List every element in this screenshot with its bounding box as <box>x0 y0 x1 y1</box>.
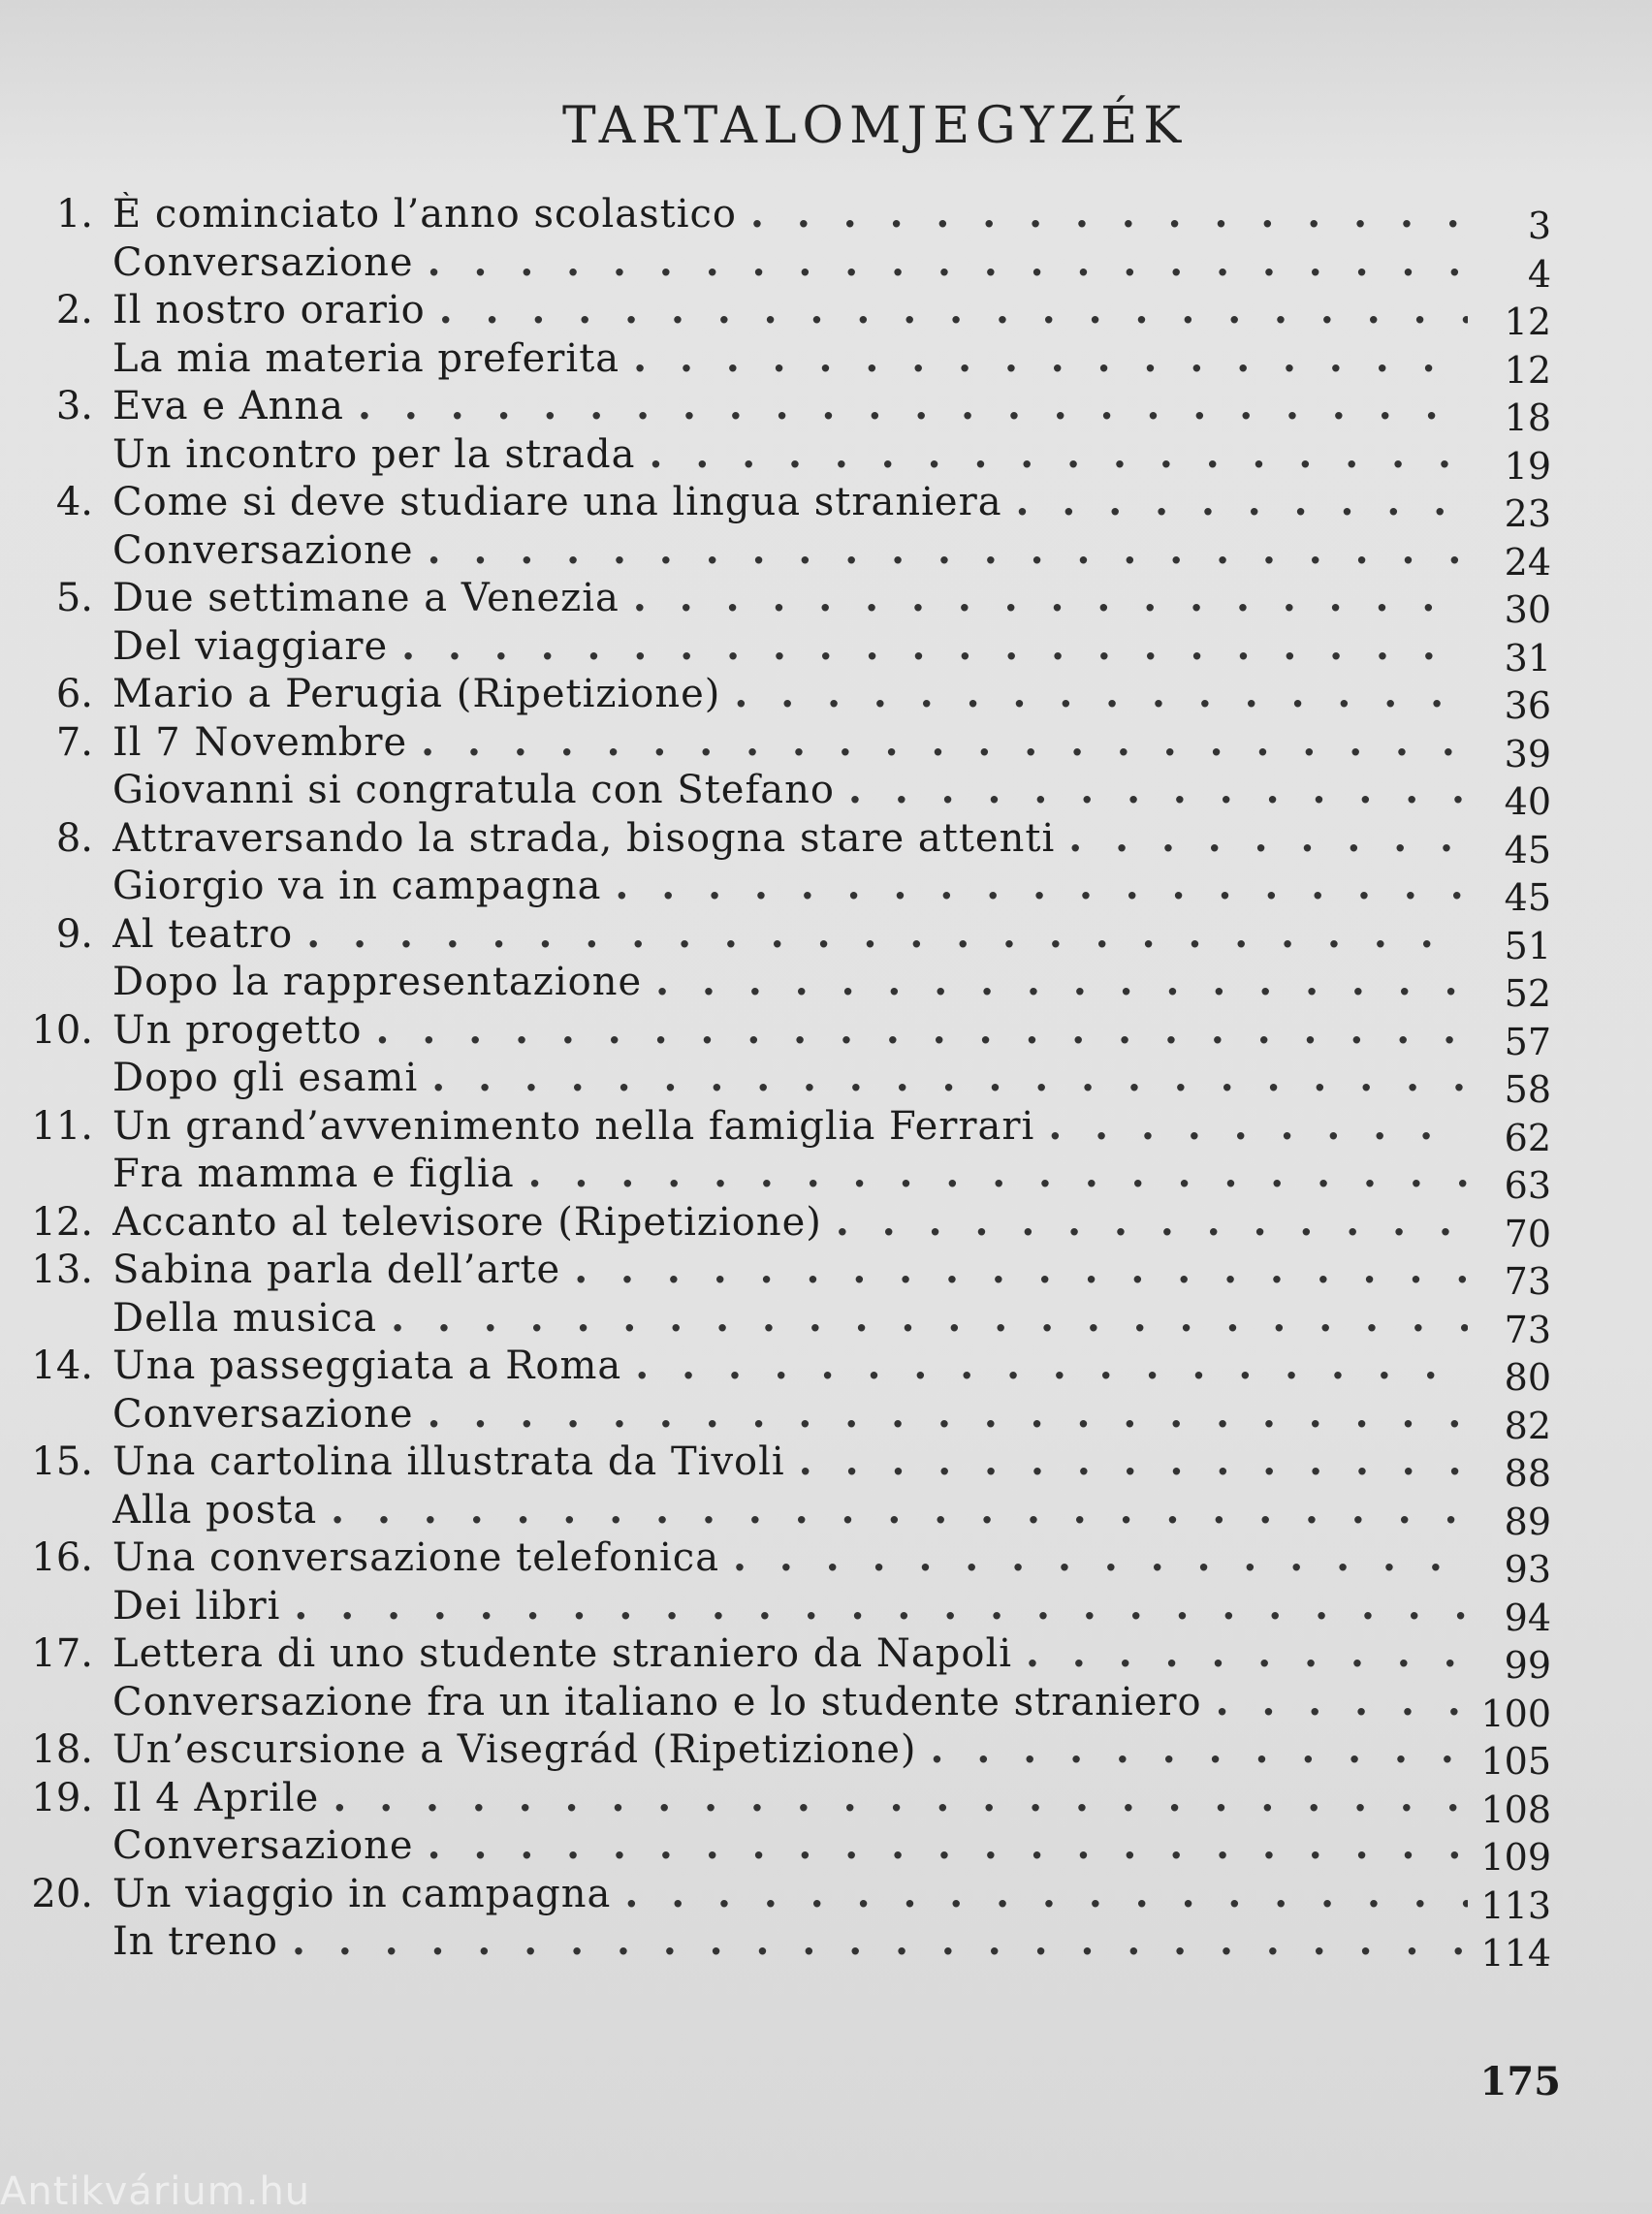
entry-title: In treno <box>112 1919 278 1964</box>
toc-entry <box>0 768 1652 823</box>
dot-leader <box>734 672 1468 716</box>
dot-leader <box>331 1488 1468 1533</box>
entry-line <box>112 288 1468 332</box>
toc-entry <box>0 192 1652 247</box>
entry-title: Fra mamma e figlia <box>112 1152 515 1196</box>
page-reference: 114 <box>1480 1932 1551 1975</box>
entry-title: Un’escursione a Visegrád (Ripetizione) <box>112 1727 917 1772</box>
toc-entry <box>0 815 1652 871</box>
entry-line <box>112 480 1468 524</box>
page-reference: 63 <box>1504 1164 1551 1207</box>
dot-leader <box>391 1296 1468 1341</box>
dot-leader <box>733 1535 1468 1580</box>
toc-entry <box>0 1727 1652 1783</box>
dot-leader <box>428 1823 1468 1868</box>
entry-line <box>112 864 1468 908</box>
entry-line <box>112 624 1468 669</box>
entry-line <box>112 1488 1468 1533</box>
dot-leader <box>649 432 1468 477</box>
page-reference: 3 <box>1527 205 1551 247</box>
dot-leader <box>574 1248 1468 1292</box>
dot-leader <box>439 288 1468 332</box>
entry-line <box>112 912 1468 957</box>
dot-leader <box>799 1439 1468 1484</box>
toc-entry <box>0 864 1652 919</box>
dot-leader <box>421 720 1468 765</box>
dot-leader <box>633 576 1468 620</box>
entry-title: Giovanni si congratula con Stefano <box>112 768 835 812</box>
entry-line <box>112 1631 1468 1676</box>
entry-line <box>112 1727 1468 1772</box>
dot-leader <box>428 528 1468 573</box>
page-reference: 109 <box>1480 1836 1551 1879</box>
toc-entry <box>0 1679 1652 1735</box>
dot-leader <box>358 384 1468 428</box>
page-reference: 73 <box>1504 1308 1551 1351</box>
entry-line <box>112 768 1468 812</box>
page-reference: 45 <box>1504 828 1551 871</box>
chapter-number: 4. <box>55 480 93 524</box>
toc-entry <box>0 1823 1652 1879</box>
chapter-number: 8. <box>55 815 93 861</box>
toc-entry <box>0 480 1652 535</box>
entry-line <box>112 336 1468 381</box>
chapter-number: 18. <box>31 1727 93 1772</box>
entry-title: Accanto al televisore (Ripetizione) <box>112 1199 822 1245</box>
chapter-number: 20. <box>31 1871 93 1916</box>
chapter-number: 13. <box>31 1248 93 1292</box>
toc-entry <box>0 1631 1652 1687</box>
chapter-number: 10. <box>31 1007 93 1053</box>
entry-line <box>112 1919 1468 1964</box>
page-reference: 30 <box>1504 588 1551 631</box>
toc-entry <box>0 1056 1652 1111</box>
page-reference: 99 <box>1504 1644 1551 1687</box>
page-reference: 93 <box>1504 1548 1551 1591</box>
chapter-number: 7. <box>55 719 93 765</box>
entry-line <box>112 960 1468 1004</box>
entry-title: Del viaggiare <box>112 623 389 669</box>
page-reference: 100 <box>1480 1692 1551 1735</box>
entry-line <box>112 192 1468 237</box>
entry-title: Un grand’avvenimento nella famiglia Ferrari <box>112 1103 1035 1149</box>
entry-line <box>112 1104 1468 1149</box>
toc-entry <box>0 1871 1652 1927</box>
toc-entry <box>0 1439 1652 1495</box>
toc-entry <box>0 1007 1652 1063</box>
chapter-number: 19. <box>31 1775 93 1820</box>
toc-entry <box>0 1775 1652 1831</box>
page-reference: 82 <box>1504 1404 1551 1447</box>
entry-line <box>112 1535 1468 1580</box>
entry-title: Giorgio va in campagna <box>112 864 602 908</box>
dot-leader <box>1068 816 1468 861</box>
entry-line <box>112 1872 1468 1916</box>
entry-title: Come si deve studiare una lingua straniera <box>112 480 1002 524</box>
page-number: 175 <box>1479 2059 1561 2104</box>
dot-leader <box>836 1200 1468 1245</box>
page-reference: 57 <box>1504 1020 1551 1063</box>
page-reference: 51 <box>1504 924 1551 967</box>
entry-line <box>112 1296 1468 1341</box>
toc-entry <box>0 1919 1652 1975</box>
entry-line <box>112 1008 1468 1053</box>
chapter-number: 15. <box>31 1439 93 1484</box>
entry-title: Un progetto <box>112 1007 363 1053</box>
page-reference: 12 <box>1504 348 1551 392</box>
entry-line <box>112 1439 1468 1484</box>
page-reference: 58 <box>1504 1068 1551 1111</box>
entry-line <box>112 1344 1468 1388</box>
page-reference: 23 <box>1504 492 1551 535</box>
dot-leader <box>624 1872 1468 1916</box>
toc-entry <box>0 1535 1652 1591</box>
watermark: Antikvárium.hu <box>0 2169 311 2214</box>
page-reference: 31 <box>1504 636 1551 680</box>
chapter-number: 9. <box>55 911 93 957</box>
toc-entry <box>0 911 1652 967</box>
entry-title: Una passeggiata a Roma <box>112 1344 622 1388</box>
dot-leader <box>615 864 1468 908</box>
page-reference: 70 <box>1504 1212 1551 1255</box>
entry-line <box>112 432 1468 477</box>
chapter-number: 5. <box>55 576 93 620</box>
toc-entry <box>0 527 1652 584</box>
entry-title: Due settimane a Venezia <box>112 576 620 620</box>
entry-title: Sabina parla dell’arte <box>112 1248 561 1292</box>
dot-leader <box>1026 1631 1468 1676</box>
toc-entry <box>0 288 1652 343</box>
page-reference: 12 <box>1504 300 1551 343</box>
dot-leader <box>635 1344 1468 1388</box>
chapter-number: 2. <box>55 288 93 332</box>
entry-title: Attraversando la strada, bisogna stare attenti <box>112 815 1056 861</box>
entry-title: Al teatro <box>112 911 294 957</box>
chapter-number: 12. <box>31 1199 93 1245</box>
dot-leader <box>528 1152 1468 1196</box>
entry-line <box>112 672 1468 716</box>
entry-title: Una conversazione telefonica <box>112 1535 720 1580</box>
toc-entry <box>0 1103 1652 1159</box>
dot-leader <box>431 1056 1468 1100</box>
entry-line <box>112 816 1468 861</box>
page-reference: 52 <box>1504 972 1551 1015</box>
page-reference: 19 <box>1504 444 1551 488</box>
entry-line <box>112 1248 1468 1292</box>
page-reference: 108 <box>1480 1787 1551 1831</box>
entry-line <box>112 384 1468 428</box>
entry-title: Conversazione fra un italiano e lo studente straniero <box>112 1679 1202 1724</box>
toc-entry <box>0 1391 1652 1447</box>
toc-entry <box>0 1344 1652 1399</box>
toc-entry <box>0 1152 1652 1207</box>
page-reference: 89 <box>1504 1500 1551 1543</box>
entry-title: Dopo la rappresentazione <box>112 960 643 1004</box>
dot-leader <box>428 240 1468 285</box>
entry-title: Il nostro orario <box>112 288 426 332</box>
entry-title: Conversazione <box>112 239 414 285</box>
entry-title: Alla posta <box>112 1487 318 1533</box>
entry-title: Un incontro per la strada <box>112 431 636 477</box>
page-title: TARTALOMJEGYZÉK <box>561 97 1188 155</box>
entry-line <box>112 1392 1468 1437</box>
toc-entry <box>0 1199 1652 1255</box>
toc-entry <box>0 239 1652 296</box>
entry-line <box>112 528 1468 573</box>
entry-line <box>112 1152 1468 1196</box>
entry-title: Della musica <box>112 1295 378 1341</box>
chapter-number: 1. <box>55 192 93 237</box>
entry-title: Lettera di uno studente straniero da Napoli <box>112 1631 1013 1676</box>
entry-title: Mario a Perugia (Ripetizione) <box>112 672 721 716</box>
page-reference: 40 <box>1504 780 1551 823</box>
entry-title: Eva e Anna <box>112 384 345 428</box>
toc-entry <box>0 384 1652 439</box>
entry-title: Il 4 Aprile <box>112 1775 320 1820</box>
dot-leader <box>294 1584 1468 1629</box>
toc-entry <box>0 1487 1652 1543</box>
page-reference: 62 <box>1504 1116 1551 1159</box>
page-reference: 105 <box>1480 1740 1551 1783</box>
entry-line <box>112 1584 1468 1629</box>
entry-title: Dei libri <box>112 1583 281 1629</box>
page-reference: 36 <box>1504 684 1551 727</box>
dot-leader <box>931 1727 1468 1772</box>
entry-title: La mia materia preferita <box>112 335 620 381</box>
dot-leader <box>655 960 1468 1004</box>
entry-title: Conversazione <box>112 1391 414 1437</box>
toc-entry <box>0 719 1652 775</box>
entry-title: Conversazione <box>112 1823 414 1868</box>
dot-leader <box>633 336 1468 381</box>
entry-line <box>112 1200 1468 1245</box>
entry-line <box>112 1776 1468 1820</box>
chapter-number: 17. <box>31 1631 93 1676</box>
toc-entry <box>0 335 1652 392</box>
toc-entry <box>0 1248 1652 1303</box>
dot-leader <box>1016 480 1468 524</box>
entry-title: Un viaggio in campagna <box>112 1871 612 1916</box>
page-reference: 73 <box>1504 1260 1551 1303</box>
entry-line <box>112 1823 1468 1868</box>
dot-leader <box>306 912 1468 957</box>
chapter-number: 14. <box>31 1344 93 1388</box>
dot-leader <box>750 192 1468 237</box>
entry-line <box>112 576 1468 620</box>
toc-entry <box>0 1583 1652 1639</box>
dot-leader <box>333 1776 1468 1820</box>
page-reference: 45 <box>1504 876 1551 919</box>
dot-leader <box>1048 1104 1468 1149</box>
chapter-number: 16. <box>31 1535 93 1580</box>
chapter-number: 6. <box>55 672 93 716</box>
toc-entry <box>0 431 1652 488</box>
entry-title: Una cartolina illustrata da Tivoli <box>112 1439 785 1484</box>
page-reference: 113 <box>1480 1883 1551 1927</box>
dot-leader <box>428 1392 1468 1437</box>
page-reference: 4 <box>1527 252 1551 296</box>
chapter-number: 11. <box>31 1103 93 1149</box>
entry-line <box>112 1056 1468 1100</box>
page-reference: 24 <box>1504 540 1551 584</box>
entry-line <box>112 1680 1468 1724</box>
entry-line <box>112 720 1468 765</box>
dot-leader <box>376 1008 1468 1053</box>
entry-title: Conversazione <box>112 527 414 573</box>
chapter-number: 3. <box>55 384 93 428</box>
toc-entry <box>0 576 1652 631</box>
entry-title: Il 7 Novembre <box>112 719 408 765</box>
entry-title: È cominciato l’anno scolastico <box>112 192 738 237</box>
toc-entry <box>0 1295 1652 1351</box>
page-reference: 18 <box>1504 396 1551 439</box>
page-reference: 39 <box>1504 732 1551 775</box>
dot-leader <box>292 1919 1468 1964</box>
entry-line <box>112 240 1468 285</box>
toc-entry <box>0 672 1652 727</box>
toc-entry <box>0 623 1652 680</box>
entry-title: Dopo gli esami <box>112 1056 419 1100</box>
dot-leader <box>401 624 1468 669</box>
toc-entry <box>0 960 1652 1015</box>
page-reference: 88 <box>1504 1452 1551 1495</box>
page-reference: 94 <box>1504 1596 1551 1639</box>
dot-leader <box>1216 1680 1468 1724</box>
dot-leader <box>848 768 1468 812</box>
page-reference: 80 <box>1504 1356 1551 1399</box>
